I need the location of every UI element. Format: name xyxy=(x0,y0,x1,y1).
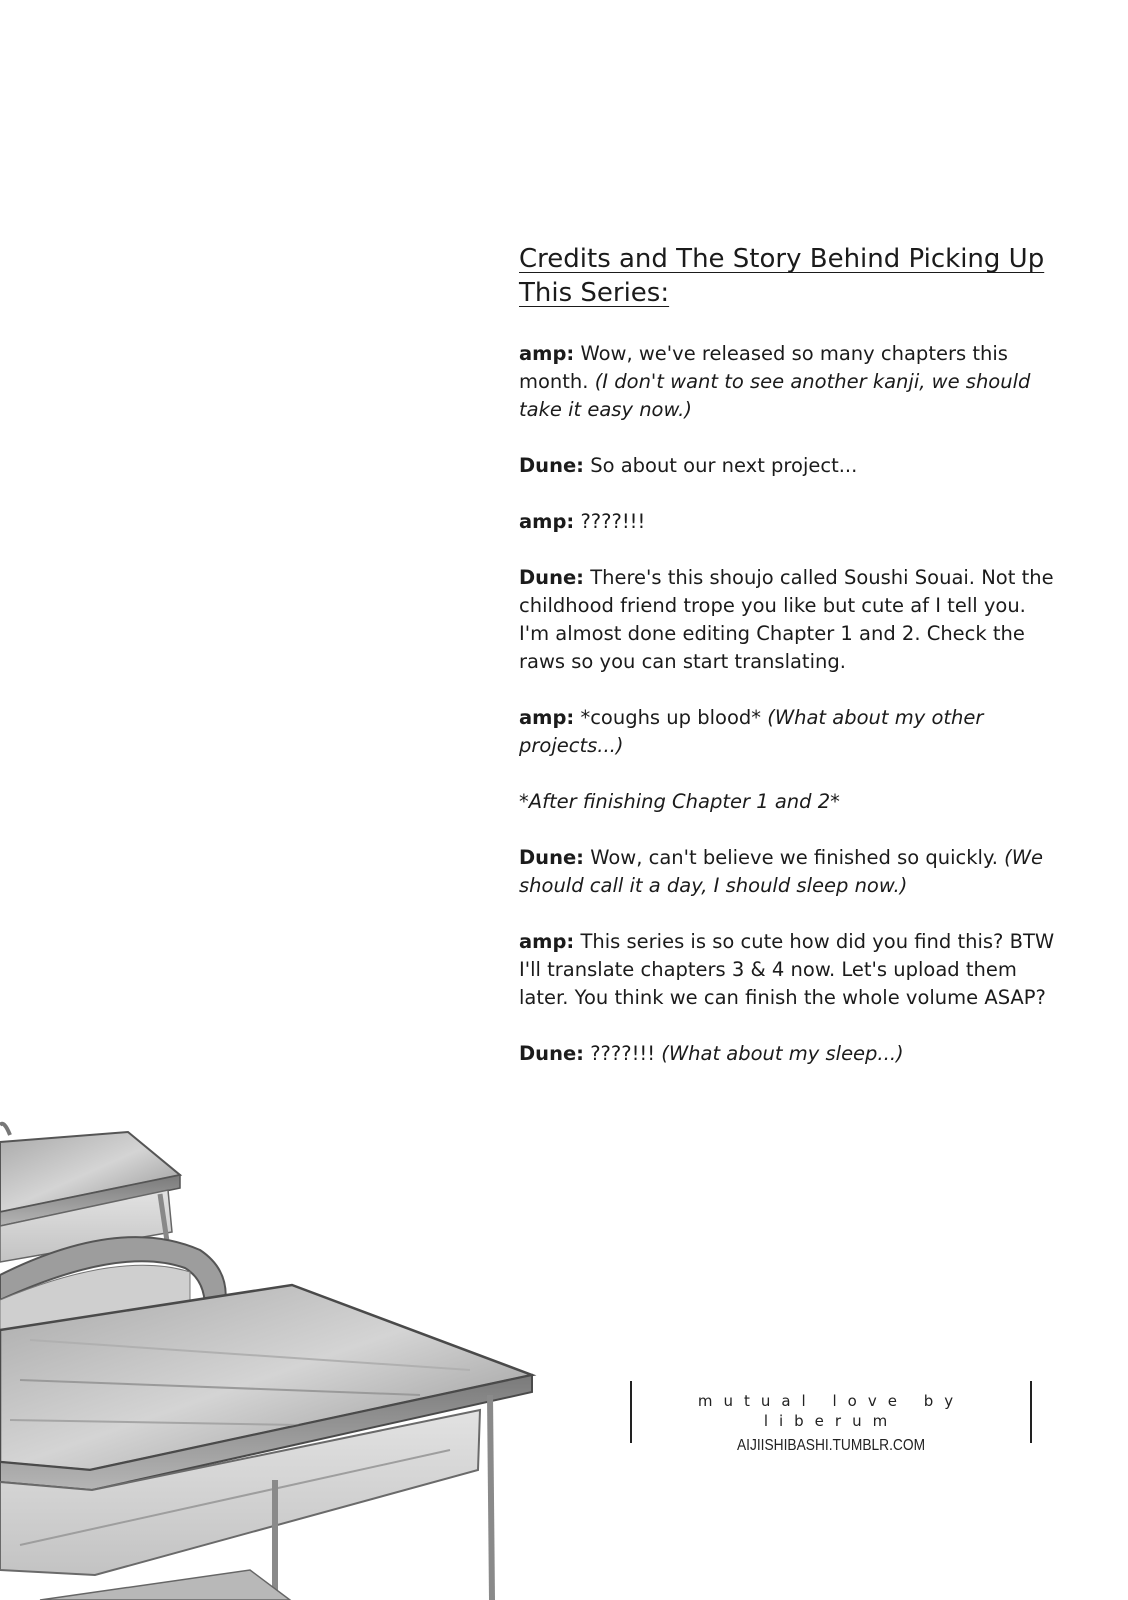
speaker-name: Dune: xyxy=(519,454,584,477)
story-section xyxy=(519,242,1059,1096)
dialogue-aside: (We should call it a day, I should sleep now.) xyxy=(519,846,1044,897)
dialogue-aside: (What about my other projects...) xyxy=(519,706,984,757)
stage-direction xyxy=(519,788,1059,816)
dialogue-aside: *After finishing Chapter 1 and 2* xyxy=(519,790,840,813)
dialogue-entry xyxy=(519,704,1059,760)
dialogue-text: So about our next project... xyxy=(590,454,858,477)
dialogue-entry xyxy=(519,564,1059,676)
dialogue-entry xyxy=(519,452,1059,480)
dialogue-entry xyxy=(519,1040,1059,1068)
dialogue-entry xyxy=(519,844,1059,900)
credits-url: AIJIISHIBASHI.TUMBLR.COM xyxy=(736,1437,926,1454)
credits-title: mutual love by liberum xyxy=(697,1392,965,1430)
dialogue-text: ????!!! xyxy=(580,510,646,533)
speaker-name: Dune: xyxy=(519,1042,584,1065)
dialogue-text: There's this shoujo called Soushi Souai. Not the childhood friend trope you like but cute af I tell you. I'm almost done editing Chapter 1 and 2. Check the raws so you can start translating. xyxy=(519,566,1054,673)
dialogue-text: Wow, can't believe we finished so quickly. xyxy=(590,846,998,869)
speaker-name: amp: xyxy=(519,706,575,729)
dialogue-text: This series is so cute how did you find this? BTW I'll translate chapters 3 & 4 now. Let's upload them later. You think we can finish the whole volume ASAP? xyxy=(519,930,1055,1009)
dialogue-text: *coughs up blood* xyxy=(580,706,762,729)
dialogue-entry xyxy=(519,928,1059,1012)
dialogue-entry xyxy=(519,508,1059,536)
speaker-name: Dune: xyxy=(519,566,584,589)
dialogue-aside: (What about my sleep...) xyxy=(661,1042,904,1065)
dialogue-aside: (I don't want to see another kanji, we should take it easy now.) xyxy=(519,370,1031,421)
dialogue-text: Wow, we've released so many chapters this month. xyxy=(519,342,1008,393)
classroom-desks-illustration xyxy=(0,1090,540,1600)
speaker-name: amp: xyxy=(519,930,575,953)
dialogue-list xyxy=(519,340,1059,1068)
speaker-name: amp: xyxy=(519,510,575,533)
speaker-name: amp: xyxy=(519,342,575,365)
dialogue-text: ????!!! xyxy=(590,1042,656,1065)
speaker-name: Dune: xyxy=(519,846,584,869)
page-title: Credits and The Story Behind Picking Up This Series: xyxy=(519,244,1045,308)
credits-box xyxy=(630,1381,1032,1454)
front-desk xyxy=(0,1285,532,1600)
dialogue-entry xyxy=(519,340,1059,424)
